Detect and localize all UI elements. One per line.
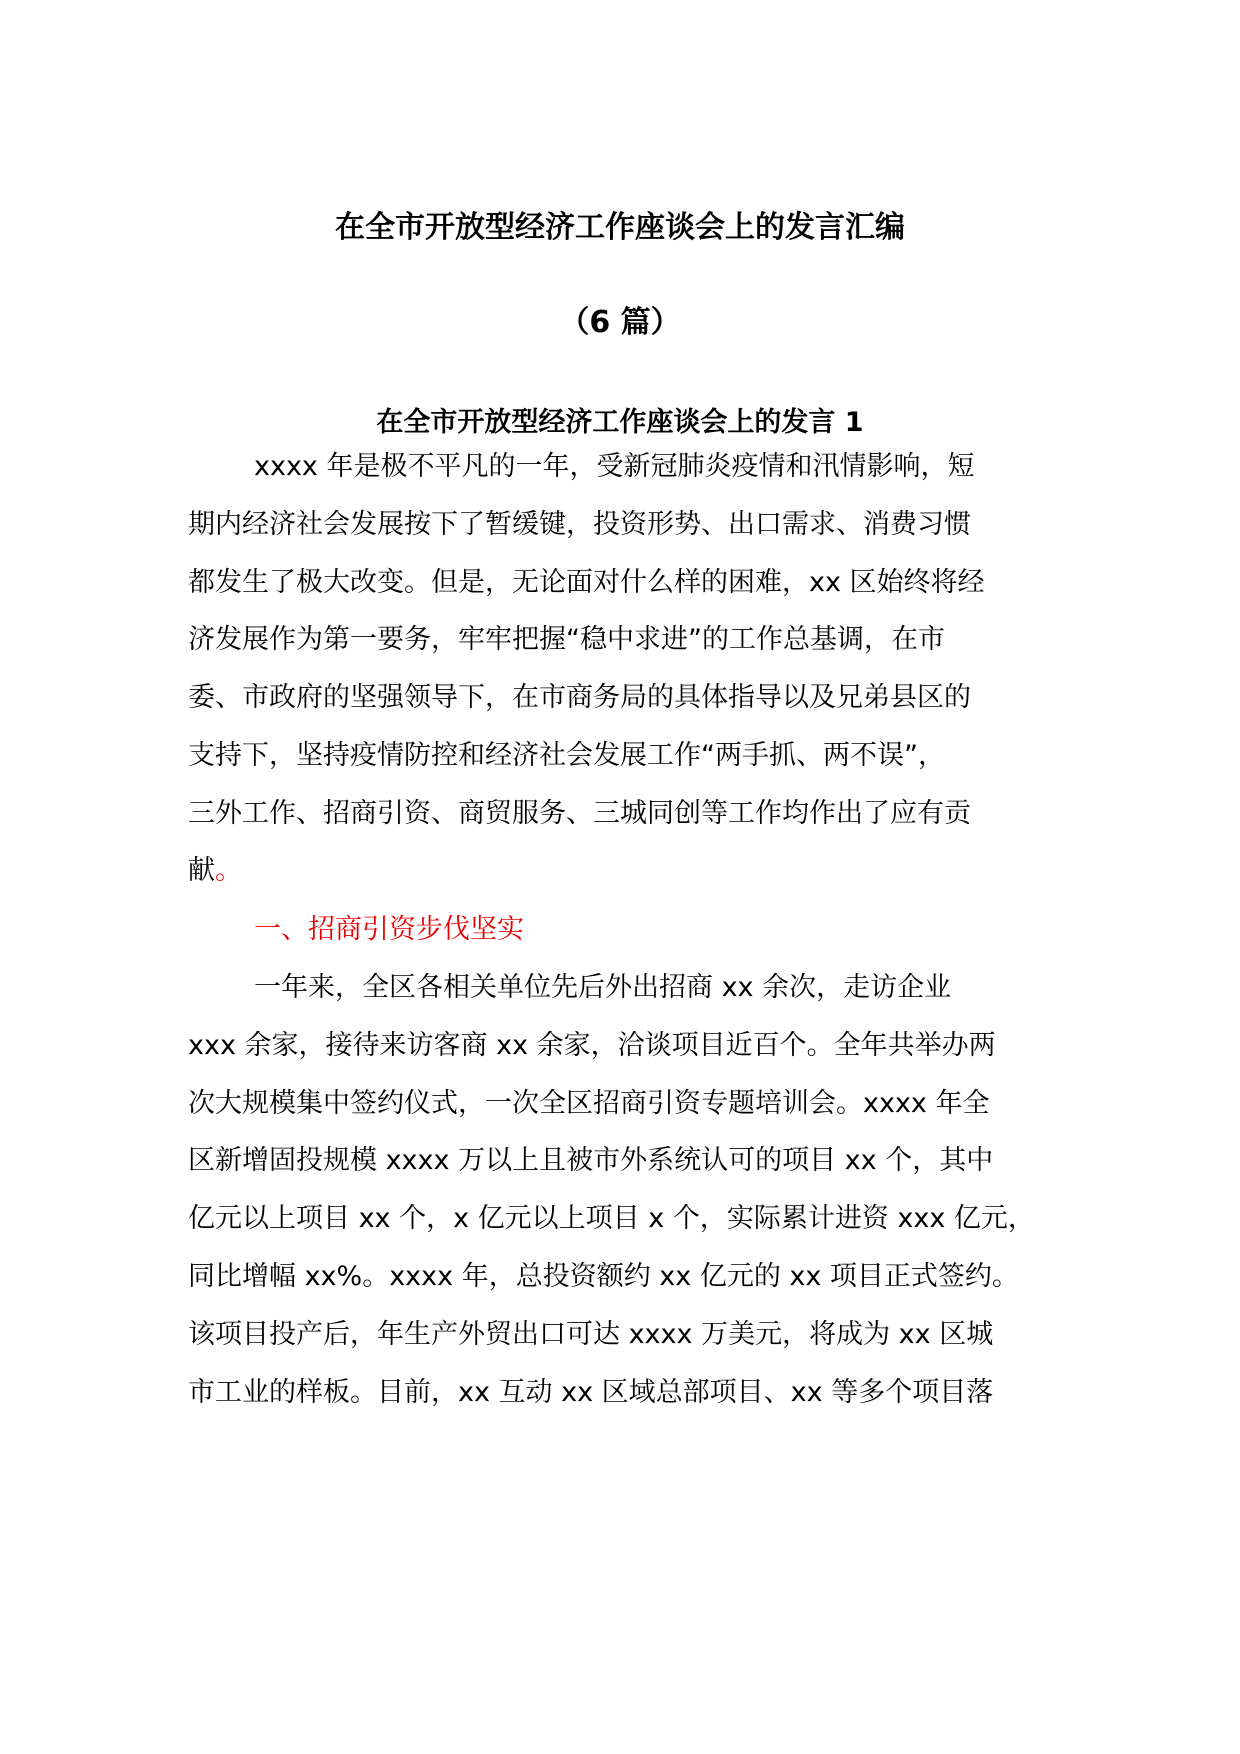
paragraph1-line: 支持下，坚持疫情防控和经济社会发展工作“两手抓、两不误”， bbox=[188, 740, 945, 771]
heading-investment: 一、招商引资步伐坚实 bbox=[254, 914, 524, 945]
paragraph1-line: 委、市政府的坚强领导下，在市商务局的具体指导以及兄弟县区的 bbox=[188, 682, 971, 713]
paragraph2-line: 一年来，全区各相关单位先后外出招商 xx 余次，走访企业 bbox=[254, 972, 952, 1003]
paragraph1-last-line bbox=[188, 851, 242, 891]
paragraph1-end-mark: 。 bbox=[215, 855, 242, 886]
paragraph1-line: 期内经济社会发展按下了暂缓键，投资形势、出口需求、消费习惯 bbox=[188, 509, 971, 540]
section-title: 在全市开放型经济工作座谈会上的发言 1 bbox=[376, 407, 864, 438]
paragraph1-line: xxxx 年是极不平凡的一年，受新冠肺炎疫情和汛情影响，短 bbox=[254, 451, 975, 482]
paragraph1-line: 三外工作、招商引资、商贸服务、三城同创等工作均作出了应有贡 bbox=[188, 798, 971, 829]
document-subtitle: （6 篇） bbox=[559, 305, 681, 340]
paragraph2-line: xxx 余家，接待来访客商 xx 余家，洽谈项目近百个。全年共举办两 bbox=[188, 1030, 996, 1061]
paragraph1-line: 都发生了极大改变。但是，无论面对什么样的困难，xx 区始终将经 bbox=[188, 567, 985, 598]
paragraph2-line: 市工业的样板。目前，xx 互动 xx 区域总部项目、xx 等多个项目落 bbox=[188, 1377, 994, 1408]
paragraph2-line: 亿元以上项目 xx 个，x 亿元以上项目 x 个，实际累计进资 xxx 亿元， bbox=[188, 1203, 1035, 1234]
paragraph1-text: 献 bbox=[188, 855, 215, 886]
paragraph2-line: 同比增幅 xx%。xxxx 年，总投资额约 xx 亿元的 xx 项目正式签约。 bbox=[188, 1261, 1019, 1292]
paragraph2-line: 次大规模集中签约仪式，一次全区招商引资专题培训会。xxxx 年全 bbox=[188, 1088, 990, 1119]
paragraph2-line: 区新增固投规模 xxxx 万以上且被市外系统认可的项目 xx 个，其中 bbox=[188, 1145, 994, 1176]
paragraph2-line: 该项目投产后，年生产外贸出口可达 xxxx 万美元，将成为 xx 区城 bbox=[188, 1319, 994, 1350]
paragraph1-line: 济发展作为第一要务，牢牢把握“稳中求进”的工作总基调，在市 bbox=[188, 624, 945, 655]
document-title: 在全市开放型经济工作座谈会上的发言汇编 bbox=[335, 210, 905, 245]
